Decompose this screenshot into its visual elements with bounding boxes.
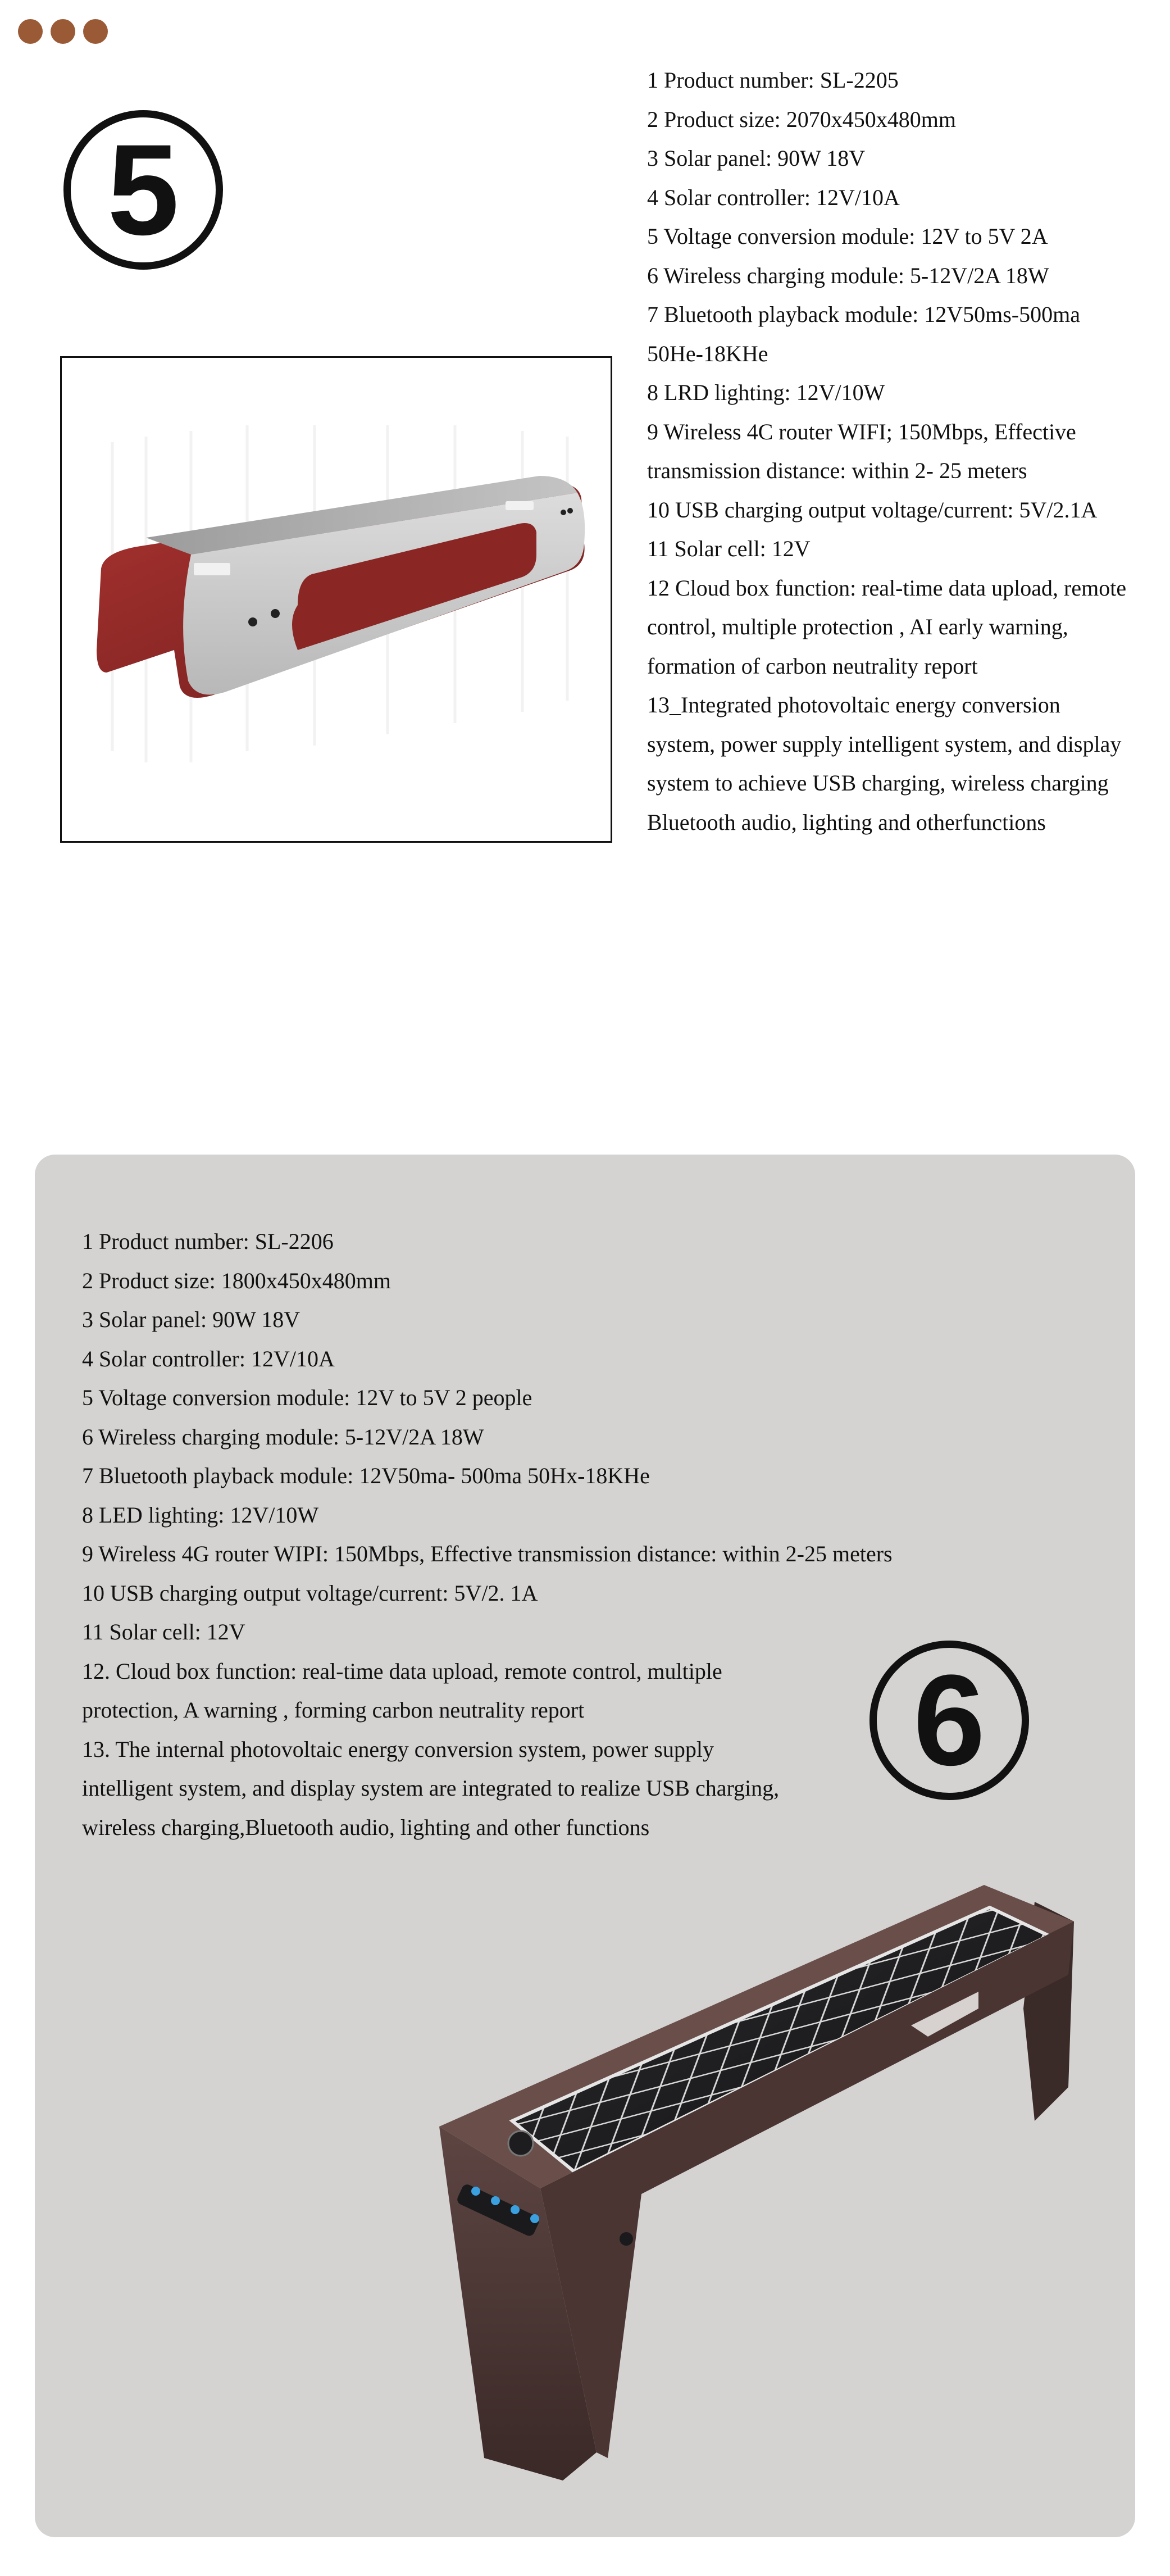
spec-item: 11 Solar cell: 12V: [647, 536, 811, 561]
spec-item: 5 Voltage conversion module: 12V to 5V 2A: [647, 224, 1048, 249]
bench-6-illustration: [439, 1879, 1113, 2509]
spec-item: 3 Solar panel: 90W 18V: [647, 146, 866, 171]
spec-item: 5 Voltage conversion module: 12V to 5V 2 people: [82, 1385, 532, 1410]
spec-item: 7 Bluetooth playback module: 12V50ma- 500ma 50Hx-18KHe: [82, 1463, 650, 1488]
product-5-badge: 5: [63, 110, 223, 270]
spec-item: 2 Product size: 1800x450x480mm: [82, 1267, 391, 1293]
dot-2: [51, 19, 75, 44]
spec-item: 1 Product number: SL-2205: [647, 67, 899, 93]
spec-item: 6 Wireless charging module: 5-12V/2A 18W: [647, 262, 1049, 288]
spec-item: 2 Product size: 2070x450x480mm: [647, 106, 956, 132]
spec-item: 10 USB charging output voltage/current: 5V/2.1A: [647, 497, 1098, 523]
spec-item: 9 Wireless 4G router WIPI: 150Mbps, Effective transmission distance: within 2-25 meters: [82, 1541, 893, 1566]
dot-3: [83, 19, 108, 44]
product-6-card: [35, 1155, 1135, 2537]
spec-item: 6 Wireless charging module: 5-12V/2A 18W: [82, 1424, 484, 1450]
spec-item: 10 USB charging output voltage/current: 5V/2. 1A: [82, 1580, 538, 1606]
product-5-image-frame: [60, 356, 612, 843]
spec-item: 1 Product number: SL-2206: [82, 1229, 334, 1254]
spec-item: 12. Cloud box function: real-time data upload, remote control, multiple protection, A warning , forming carbon neutrality report: [82, 1658, 722, 1723]
spec-item: 8 LRD lighting: 12V/10W: [647, 380, 885, 405]
product-6-badge: 6: [869, 1641, 1029, 1800]
spec-item: 13_Integrated photovoltaic energy conversion system, power supply intelligent system, and display system to achieve USB charging, wireless charging Bluetooth audio, lighting and otherfunctions: [647, 692, 1122, 835]
spec-item: 9 Wireless 4C router WIFI; 150Mbps, Effective transmission distance: within 2- 25 meters: [647, 419, 1076, 483]
spec-item: 8 LED lighting: 12V/10W: [82, 1502, 319, 1528]
spec-item: 4 Solar controller: 12V/10A: [647, 184, 900, 210]
spec-item: 11 Solar cell: 12V: [82, 1619, 245, 1644]
spec-item: 3 Solar panel: 90W 18V: [82, 1307, 301, 1332]
bench-5-illustration: [62, 358, 611, 841]
spec-item: 4 Solar controller: 12V/10A: [82, 1346, 335, 1371]
spec-item: 13. The internal photovoltaic energy conversion system, power supply intelligent system, and display system are integrated to realize USB charging, wireless charging,Bluetooth audio, lighting and other functions: [82, 1736, 780, 1840]
spec-item: 12 Cloud box function: real-time data upload, remote control, multiple protection , AI early warning, formation of carbon neutrality report: [647, 575, 1127, 679]
spec-item: 7 Bluetooth playback module: 12V50ms-500ma 50He-18KHe: [647, 302, 1080, 366]
product-5-spec-list: [647, 61, 1130, 842]
header-dots: [18, 19, 108, 44]
dot-1: [18, 19, 43, 44]
